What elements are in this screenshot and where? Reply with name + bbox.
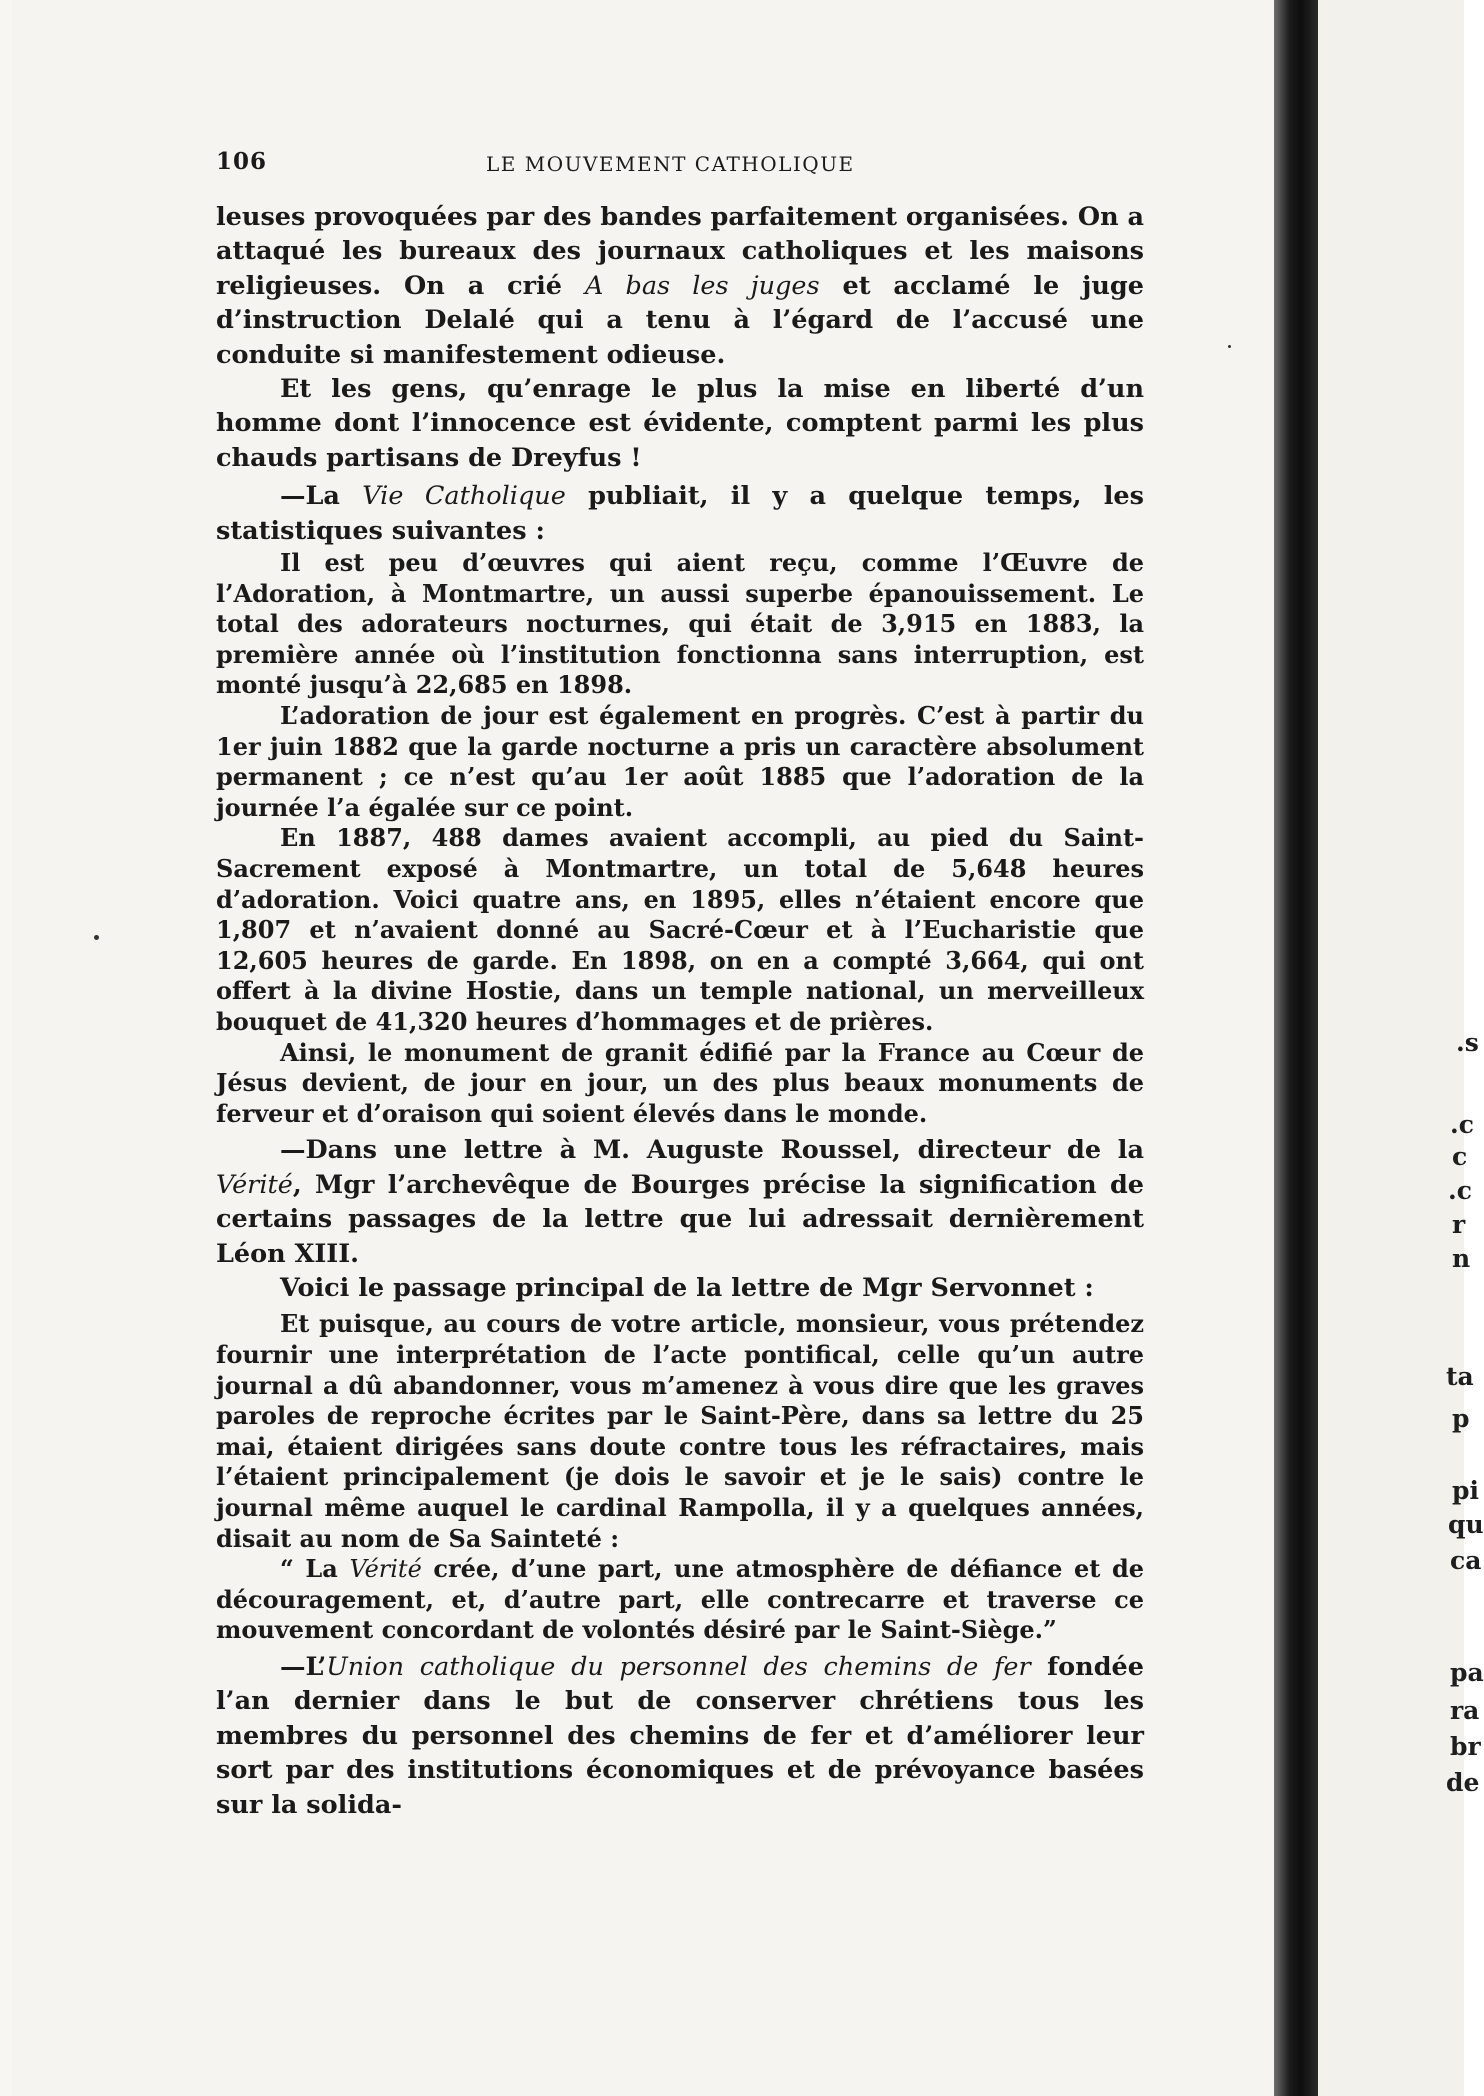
facing-page-fragment: .s (1456, 1028, 1479, 1057)
quote-paragraph: En 1887, 488 dames avaient accompli, au pied du Saint-Sacrement exposé à Montmartre, un total de 5,648 heures d’adoration. Voici quatre ans, en 1895, elles n’étaient encore que 1,807 et n’avaient donné au Sacré-Cœur et à l’Eucharistie que 12,605 heures de garde. En 1898, on en a compté 3,664, qui ont offert à la divine Hostie, dans un temple national, un merveilleux bouquet de 41,320 heures d’hommages et de prières. (216, 823, 1144, 1036)
facing-page-fragment: .c (1448, 1176, 1472, 1205)
paragraph: —L’Union catholique du personnel des chemins de fer fondée l’an dernier dans le but de conserver chrétiens tous les membres du personnel des chemins de fer et d’améliorer leur sort par des institutions économiques et de prévoyance basées sur la solida- (216, 1651, 1144, 1820)
book-gutter (1274, 0, 1318, 2096)
running-title: LE MOUVEMENT CATHOLIQUE (486, 152, 855, 176)
paragraph: —Dans une lettre à M. Auguste Roussel, directeur de la Vérité, Mgr l’archevêque de Bourges précise la signification de certains passages de la lettre que lui adressait dernièrement Léon XIII. (216, 1135, 1144, 1269)
facing-page-fragment: pa (1450, 1658, 1484, 1687)
paragraph: leuses provoquées par des bandes parfaitement organisées. On a attaqué les bureaux des journaux catholiques et les maisons religieuses. On a crié A bas les juges et acclamé le juge d’instruction Delalé qui a tenu à l’égard de l’accusé une conduite si manifestement odieuse. (216, 202, 1145, 370)
body-text (216, 200, 1144, 1822)
quote-paragraph: Ainsi, le monument de granit édifié par la France au Cœur de Jésus devient, de jour en jour, un des plus beaux monuments de ferveur et d’oraison qui soient élevés dans le monde. (216, 1037, 1144, 1128)
facing-page-fragment: .c (1450, 1110, 1474, 1139)
facing-page-fragment: ta (1446, 1362, 1474, 1391)
facing-page-fragment: ca (1450, 1546, 1482, 1575)
facing-page-fragment: de (1446, 1768, 1480, 1797)
facing-page-fragment: c (1452, 1142, 1468, 1171)
scan-speck (1228, 345, 1231, 348)
quote-paragraph: Et puisque, au cours de votre article, monsieur, vous prétendez fournir une interprétation de l’acte pontifical, celle qu’un autre journal a dû abandonner, vous m’amenez à vous dire que les graves paroles de reproche écrites par le Saint-Père, dans sa lettre du 25 mai, étaient dirigées sans doute contre tous les réfractaires, mais l’étaient principalement (je dois le savoir et je le sais) contre le journal même auquel le cardinal Rampolla, il y a quelques années, disait au nom de Sa Sainteté : (216, 1309, 1144, 1553)
quote-paragraph: Il est peu d’œuvres qui aient reçu, comme l’Œuvre de l’Adoration, à Montmartre, un aussi superbe épanouissement. Le total des adorateurs nocturnes, qui était de 3,915 en 1883, la première année où l’institution fonctionna sans interruption, est monté jusqu’à 22,685 en 1898. (216, 548, 1144, 700)
facing-page-edge (1318, 0, 1484, 2096)
quote-paragraph: L’adoration de jour est également en progrès. C’est à partir du 1er juin 1882 que la garde nocturne a pris un caractère absolument permanent ; ce n’est qu’au 1er août 1885 que l’adoration de la journée l’a égalée sur ce point. (216, 701, 1144, 822)
paragraph: —La Vie Catholique publiait, il y a quelque temps, les statistiques suivantes : (216, 481, 1144, 546)
facing-page-fragment: n (1452, 1244, 1471, 1273)
scan-speck (94, 935, 99, 940)
facing-page-fragment: pi (1452, 1476, 1479, 1505)
running-header (216, 148, 1156, 188)
facing-page-fragment: qu (1448, 1510, 1484, 1539)
facing-page-fragment: r (1452, 1210, 1466, 1239)
facing-page-fragment: ra (1450, 1696, 1480, 1725)
quote-paragraph: “ La Vérité crée, d’une part, une atmosphère de défiance et de découragement, et, d’autre part, elle contrecarre et traverse ce mouvement concordant de volontés désiré par le Saint-Siège.” (216, 1554, 1144, 1645)
paragraph: Voici le passage principal de la lettre de Mgr Servonnet : (280, 1272, 1094, 1303)
page-number: 106 (216, 148, 268, 175)
left-page (12, 0, 1274, 2096)
paragraph: Et les gens, qu’enrage le plus la mise en liberté d’un homme dont l’innocence est évidente, comptent parmi les plus chauds partisans de Dreyfus ! (216, 374, 1144, 473)
facing-page-fragment: br (1450, 1732, 1481, 1761)
facing-page-fragment: p (1452, 1404, 1470, 1433)
